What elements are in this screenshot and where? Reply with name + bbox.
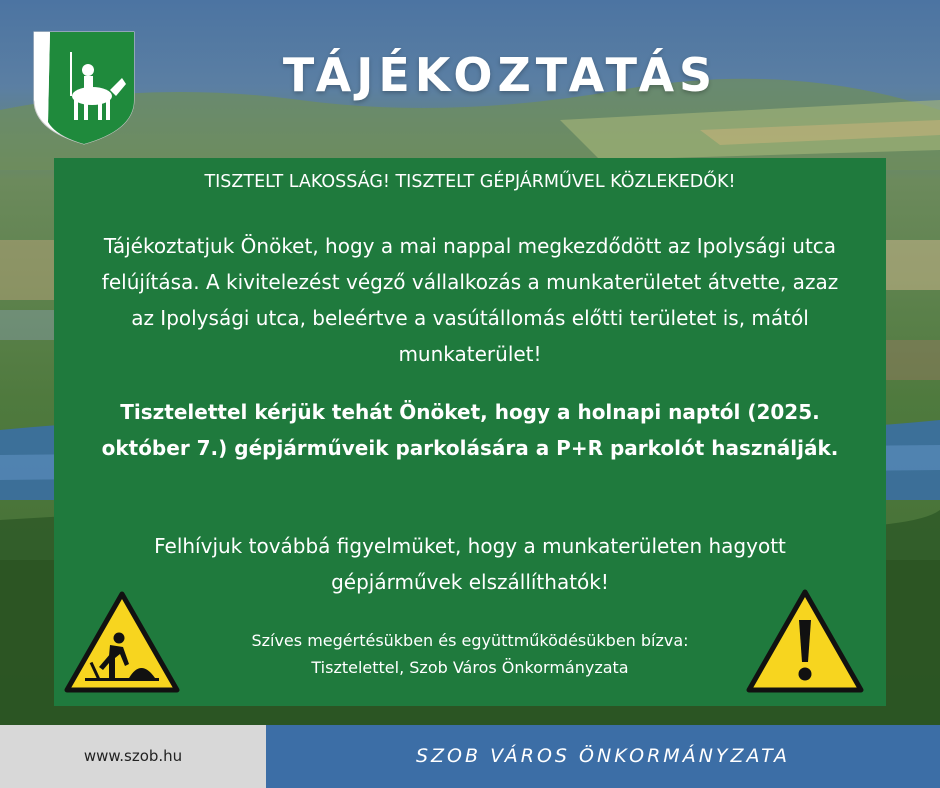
closing-text (194, 627, 746, 681)
organization-name: SZOB VÁROS ÖNKORMÁNYZATA (415, 745, 791, 767)
road-works-sign-icon (63, 590, 181, 695)
greeting-text: TISZTELT LAKOSSÁG! TISZTELT GÉPJÁRMŰVEL KÖZLEKEDŐK! (204, 172, 736, 192)
notice-paragraph-1: Tájékoztatjuk Önöket, hogy a mai nappal megkezdődött az Ipolysági utca felújítása. A kivitelezést végző vállalkozás a munkaterületet átvette, azaz az Ipolysági utca, beleértve a vasútállomás előtti területet is, mától munkaterület! (101, 234, 839, 366)
footer-organization-bar (266, 725, 940, 788)
closing-line-1: Szíves megértésükben és együttműködésükben bízva: (251, 631, 689, 650)
page-title: TÁJÉKOZTATÁS (282, 48, 718, 102)
notice-paragraph-2: Tisztelettel kérjük tehát Önöket, hogy a holnapi naptól (2025. október 7.) gépjárműveik parkolására a P+R parkolót használják. (101, 400, 839, 460)
exclamation-warning-sign-icon (745, 588, 865, 695)
closing-line-2: Tisztelettel, Szob Város Önkormányzata (311, 658, 629, 677)
notice-paragraph-3: Felhívjuk továbbá figyelmüket, hogy a munkaterületen hagyott gépjárművek elszállíthatók! (154, 534, 786, 594)
footer-website-bar (0, 725, 266, 788)
website-link[interactable]: www.szob.hu (83, 747, 183, 765)
coat-of-arms-icon (30, 30, 138, 146)
